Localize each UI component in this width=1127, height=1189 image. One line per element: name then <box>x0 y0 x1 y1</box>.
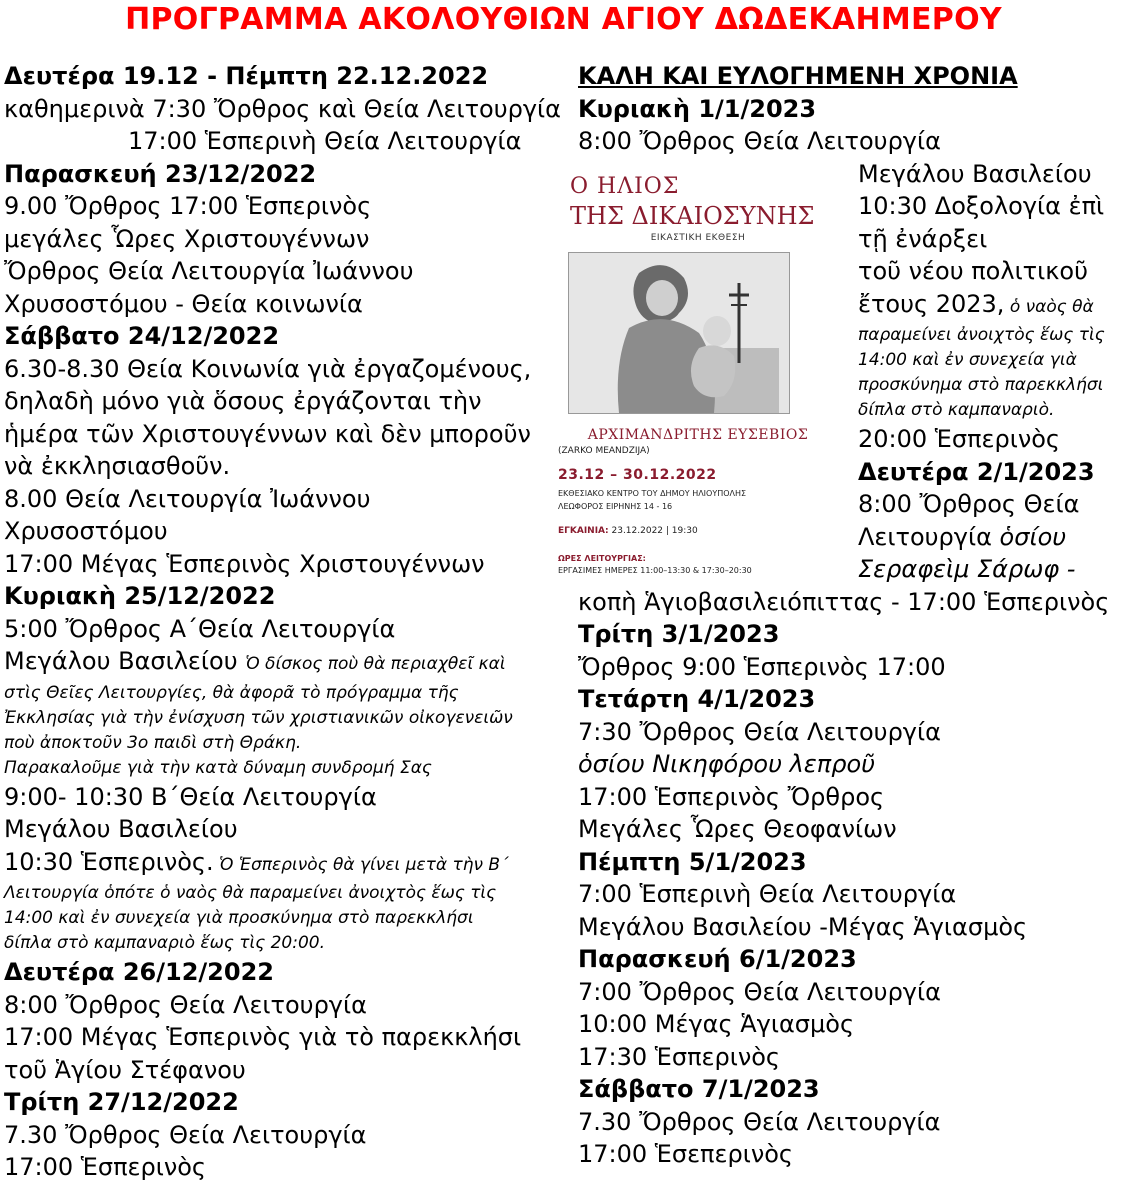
note-text: Ὁ Ἑσπερινὸς θὰ γίνει μετὰ τὴν Β΄ <box>213 854 509 875</box>
note-line: παραμείνει ἀνοιχτὸς ἕως τὶς <box>858 325 1105 345</box>
service-text: Μεγάλου Βασιλείου <box>4 647 238 675</box>
service-line: Μεγάλου Βασιλείου -Μέγας Ἁγιασμὸς <box>578 912 1028 941</box>
service-line: κοπὴ Ἁγιοβασιλειόπιττας - 17:00 Ἑσπερινὸς <box>578 587 1110 616</box>
service-line: 6.30-8.30 Θεία Κοινωνία γιὰ ἐργαζομένους, <box>4 354 532 383</box>
day-heading: Δευτέρα 26/12/2022 <box>4 958 274 986</box>
service-line: 8.00 Θεία Λειτουργία Ἰωάννου <box>4 484 371 513</box>
service-line: Χρυσοστόμου - Θεία κοινωνία <box>4 289 363 318</box>
day-heading: Κυριακὴ 1/1/2023 <box>578 94 817 123</box>
service-line: 10:00 Μέγας Ἁγιασμὸς <box>578 1010 855 1038</box>
service-line: τῇ ἐνάρξει <box>858 224 988 253</box>
service-line: 7:30 Ὄρθρος Θεία Λειτουργία <box>578 717 941 746</box>
service-line: 17:00 Μέγας Ἑσπερινὸς γιὰ τὸ παρεκκλήσι <box>4 1023 522 1051</box>
service-line: Μεγάλου Βασιλείου <box>4 815 238 843</box>
poster-dates: 23.12 – 30.12.2022 <box>558 467 717 483</box>
service-line: 17:00 Ἑσπερινὸς <box>4 1153 207 1181</box>
service-line: 9.00 Ὄρθρος 17:00 Ἑσπερινὸς <box>4 192 372 220</box>
service-line: Μεγάλου Βασιλείου <box>858 159 1092 188</box>
service-line: 5:00 Ὄρθρος Α΄Θεία Λειτουργία <box>4 614 396 643</box>
poster-artist-sub: (ZARKO MEANDZIJA) <box>558 446 650 456</box>
service-line: 17:00 Μέγας Ἑσπερινὸς Χριστουγέννων <box>4 549 485 578</box>
saint-name: ὁσίου Νικηφόρου λεπροῦ <box>578 750 876 778</box>
day-heading: Παρασκευή 6/1/2023 <box>578 945 857 973</box>
poster-title: Ο ΗΛΙΟΣ <box>570 174 680 199</box>
note-line: δίπλα στὸ καμπαναριὸ. <box>858 400 1055 420</box>
service-line: 7.30 Ὄρθρος Θεία Λειτουργία <box>578 1107 941 1136</box>
day-heading: Κυριακὴ 25/12/2022 <box>4 582 276 610</box>
note-text: Ὁ δίσκος ποὺ θὰ περιαχθεῖ καὶ <box>245 654 506 674</box>
service-line: νὰ ἐκκλησιασθοῦν. <box>4 452 231 480</box>
note-line: στὶς Θεῖες Λειτουργίες, θὰ ἀφορᾶ τὸ πρόγραμμα τῆς <box>4 682 459 703</box>
service-line <box>4 645 564 681</box>
service-line: 17:00 Ἑσπερινὴ Θεία Λειτουργία <box>128 127 522 155</box>
service-line: Χρυσοστόμου <box>4 517 168 545</box>
left-column <box>4 60 564 1184</box>
poster-opening <box>558 526 698 536</box>
note-line: 14:00 καὶ ἐν συνεχεία γιὰ <box>858 350 1077 370</box>
note-line: Λειτουργία ὁπότε ὁ ναὸς θὰ παραμείνει ἀνοιχτὸς ἕως τὶς <box>4 883 497 903</box>
day-heading: Δευτέρα 2/1/2023 <box>858 457 1095 486</box>
poster-venue: ΕΚΘΕΣΙΑΚΟ ΚΕΝΤΡΟ ΤΟΥ ΔΗΜΟΥ ΗΛΙΟΥΠΟΛΗΣ <box>558 489 747 498</box>
day-heading: Τετάρτη 4/1/2023 <box>578 685 816 713</box>
poster-opening-label: ΕΓΚΑΙΝΙΑ: <box>558 526 609 536</box>
note-line: Ἐκκλησίας γιὰ τὴν ἐνίσχυση τῶν χριστιανικῶν οἰκογενειῶν <box>4 707 513 728</box>
poster-hours-label: ΩΡΕΣ ΛΕΙΤΟΥΡΓΙΑΣ: <box>558 554 646 563</box>
day-heading: Πέμπτη 5/1/2023 <box>578 847 807 876</box>
note-line: δίπλα στὸ καμπαναριὸ ἕως τὶς 20:00. <box>4 933 325 953</box>
service-line: 17:30 Ἑσπερινὸς <box>578 1042 781 1071</box>
service-line: 8:00 Ὄρθρος Θεία Λειτουργία <box>4 990 367 1019</box>
poster-hours-value: ΕΡΓΑΣΙΜΕΣ ΗΜΕΡΕΣ 11:00–13:30 & 17:30–20:30 <box>558 566 752 575</box>
service-line: ἡμέρα τῶν Χριστουγέννων καὶ δὲν μποροῦν <box>4 419 531 448</box>
poster-subtitle: ΕΙΚΑΣΤΙΚΗ ΕΚΘΕΣΗ <box>650 233 746 243</box>
service-line: 7:00 Ὄρθρος Θεία Λειτουργία <box>578 977 941 1006</box>
note-text: ὁ ναὸς θὰ <box>1004 296 1094 317</box>
day-heading: Δευτέρα 19.12 - Πέμπτη 22.12.2022 <box>4 62 489 90</box>
service-line: Ὄρθρος Θεία Λειτουργία Ἰωάννου <box>4 257 414 285</box>
service-text: Λειτουργία <box>858 522 992 551</box>
day-heading: Σάββατο 24/12/2022 <box>4 322 280 350</box>
service-line: τοῦ νέου πολιτικοῦ <box>858 257 1088 285</box>
service-line: δηλαδὴ μόνο γιὰ ὅσους ἐργάζονται τὴν <box>4 387 482 415</box>
page-title: ΠΡΟΓΡΑΜΜΑ ΑΚΟΛΟΥΘΙΩΝ ΑΓΙΟΥ ΔΩΔΕΚΑΗΜΕΡΟΥ <box>125 2 1002 37</box>
poster-artist: ΑΡΧΙΜΑΝΔΡΙΤΗΣ ΕΥΣΕΒΙΟΣ <box>587 427 809 443</box>
poster-venue-address: ΛΕΩΦΟΡΟΣ ΕΙΡΗΝΗΣ 14 - 16 <box>558 502 673 511</box>
service-line: 8:00 Ὄρθρος Θεία Λειτουργία <box>578 127 941 155</box>
service-line: 17:00 Ἑσεπερινὸς <box>578 1140 793 1168</box>
note-line: ποὺ ἀποκτοῦν 3ο παιδὶ στὴ Θράκη. <box>4 732 302 753</box>
service-line: 20:00 Ἑσπερινὸς <box>858 425 1061 453</box>
service-line: 7:00 Ἑσπερινὴ Θεία Λειτουργία <box>578 880 957 908</box>
service-line: 9:00- 10:30 Β΄Θεία Λειτουργία <box>4 782 377 811</box>
service-line <box>4 846 564 882</box>
day-heading: Τρίτη 27/12/2022 <box>4 1088 239 1116</box>
service-line: 7.30 Ὄρθρος Θεία Λειτουργία <box>4 1120 367 1149</box>
day-heading: Τρίτη 3/1/2023 <box>578 620 780 648</box>
day-heading: Σάββατο 7/1/2023 <box>578 1075 820 1103</box>
service-line: Μεγάλες Ὧρες Θεοφανίων <box>578 815 897 843</box>
service-line: Ὄρθρος 9:00 Ἑσπερινὸς 17:00 <box>578 652 946 681</box>
service-text: ἔτους 2023, <box>858 289 1005 318</box>
service-line: 17:00 Ἑσπερινὸς Ὄρθρος <box>578 782 885 811</box>
note-line: Παρακαλοῦμε γιὰ τὴν κατὰ δύναμη συνδρομή Σας <box>4 757 432 778</box>
service-line: τοῦ Ἁγίου Στέφανου <box>4 1055 246 1084</box>
poster-title-2: ΤΗΣ ΔΙΚΑΙΟΣΥΝΗΣ <box>570 202 815 230</box>
service-line: μεγάλες Ὧρες Χριστουγέννων <box>4 224 370 253</box>
note-line: 14:00 καὶ ἐν συνεχεία γιὰ προσκύνημα στὸ παρεκκλήσι <box>4 908 474 928</box>
service-line: καθημερινὰ 7:30 Ὄρθρος καὶ Θεία Λειτουργία <box>4 94 561 123</box>
saint-name: Σεραφεὶμ Σάρωφ - <box>858 555 1076 583</box>
exhibition-poster <box>548 162 848 582</box>
poster-opening-value: 23.12.2022 | 19:30 <box>608 526 698 536</box>
saint-name: ὁσίου <box>991 522 1067 551</box>
new-year-heading: ΚΑΛΗ ΚΑΙ ΕΥΛΟΓΗΜΕΝΗ ΧΡΟΝΙΑ <box>578 62 1018 90</box>
icon-artwork-image <box>568 252 790 414</box>
day-heading: Παρασκευή 23/12/2022 <box>4 159 317 188</box>
service-line: 10:30 Δοξολογία ἐπὶ <box>858 192 1105 220</box>
note-line: προσκύνημα στὸ παρεκκλήσι <box>858 375 1104 395</box>
service-line: 8:00 Ὄρθρος Θεία <box>858 490 1080 518</box>
service-text: 10:30 Ἑσπερινὸς. <box>4 847 214 876</box>
